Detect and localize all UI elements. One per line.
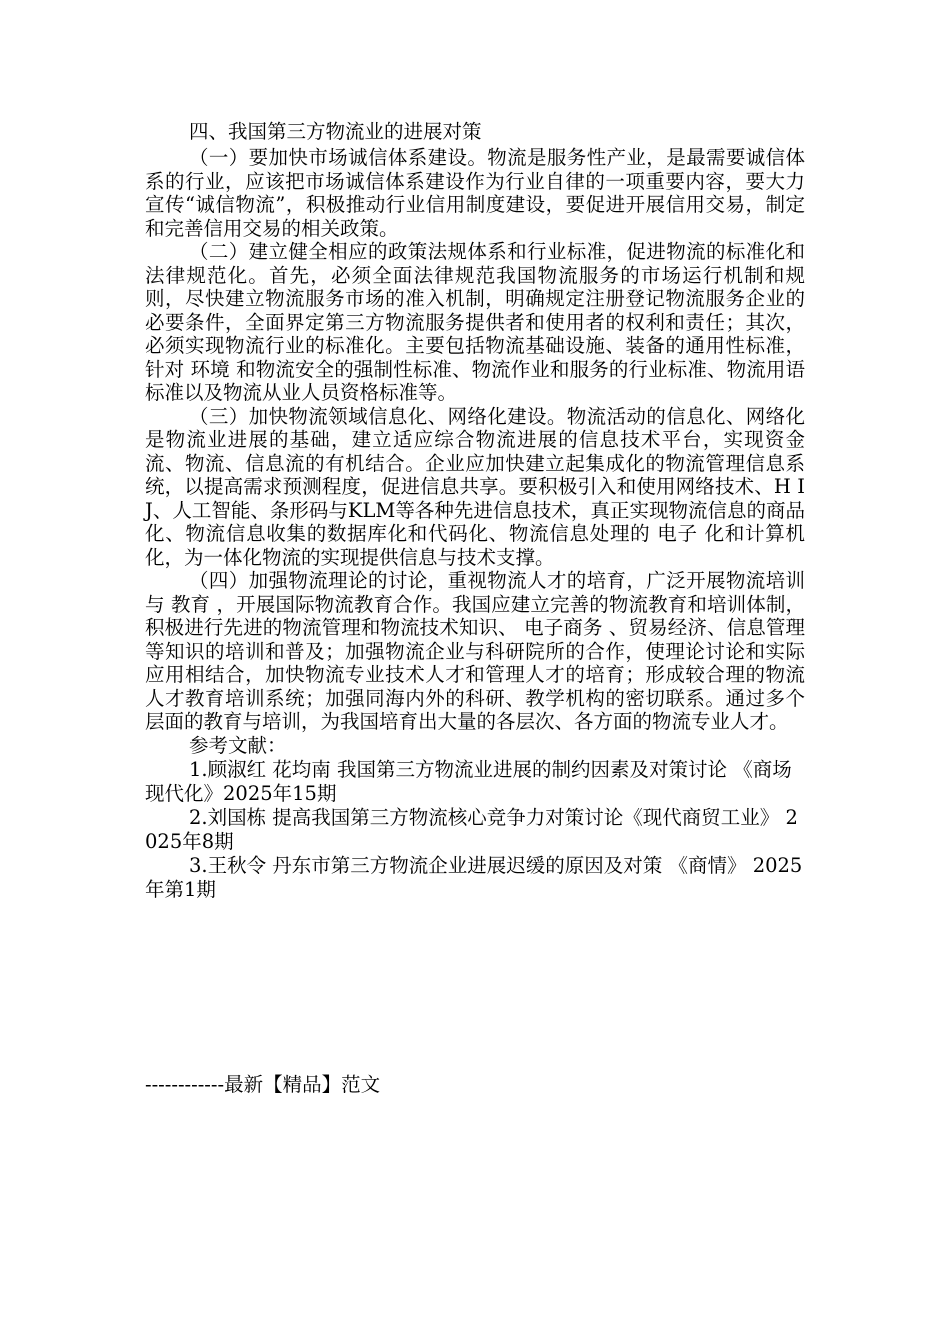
- reference-item: 3.王秋令 丹东市第三方物流企业进展迟缓的原因及对策 《商情》 2025年第1期: [145, 853, 803, 901]
- footer-text: ------------最新【精品】范文: [145, 1073, 381, 1096]
- paragraph-informatization: （三）加快物流领域信息化、网络化建设。物流活动的信息化、网络化是物流业进展的基础，建立适应综合物流进展的信息技术平台，实现资金流、物流、信息流的有机结合。企业应加快建立起集成化的物流管理信息系统，以提高需求预测程度，促进信息共享。要积极引入和使用网络技术、H IJ、人工智能、条形码与KLM等各种先进信息技术，真正实现物流信息的商品化、物流信息收集的数据库化和代码化、物流信息处理的 电子 化和计算机化，为一体化物流的实现提供信息与技术支撑。: [145, 404, 805, 569]
- section-heading: 四、我国第三方物流业的进展对策: [189, 120, 482, 143]
- document-body: [145, 120, 805, 902]
- reference-item: 2.刘国栋 提高我国第三方物流核心竞争力对策讨论《现代商贸工业》 2025年8期: [145, 805, 798, 853]
- references-title: 参考文献：: [189, 733, 287, 757]
- paragraph-credit-system: （一）要加快市场诚信体系建设。物流是服务性产业，是最需要诚信体系的行业，应该把市场诚信体系建设作为行业自律的一项重要内容，要大力宣传“诚信物流”，积极推动行业信用制度建设，要促进开展信用交易，制定和完善信用交易的相关政策。: [145, 146, 805, 240]
- reference-item: 1.顾淑红 花均南 我国第三方物流业进展的制约因素及对策讨论 《商场现代化》2025年15期: [145, 757, 792, 805]
- paragraph-regulations-standards: （二）建立健全相应的政策法规体系和行业标准，促进物流的标准化和法律规范化。首先，必须全面法律规范我国物流服务的市场运行机制和规则，尽快建立物流服务市场的准入机制，明确规定注册登记物流服务企业的必要条件，全面界定第三方物流服务提供者和使用者的权利和责任；其次，必须实现物流行业的标准化。主要包括物流基础设施、装备的通用性标准，针对 环境 和物流安全的强制性标准、物流作业和服务的行业标准、物流用语标准以及物流从业人员资格标准等。: [145, 240, 805, 404]
- paragraph-talent-training: （四）加强物流理论的讨论，重视物流人才的培育，广泛开展物流培训与 教育 ，开展国际物流教育合作。我国应建立完善的物流教育和培训体制，积极进行先进的物流管理和物流技术知识、 电子商务 、贸易经济、信息管理等知识的培训和普及；加强物流企业与科研院所的合作，使理论讨论和实际应用相结合，加快物流专业技术人才和管理人才的培育；形成较合理的物流人才教育培训系统；加强同海内外的科研、教学机构的密切联系。通过多个层面的教育与培训，为我国培育出大量的各层次、各方面的物流专业人才。: [145, 569, 805, 733]
